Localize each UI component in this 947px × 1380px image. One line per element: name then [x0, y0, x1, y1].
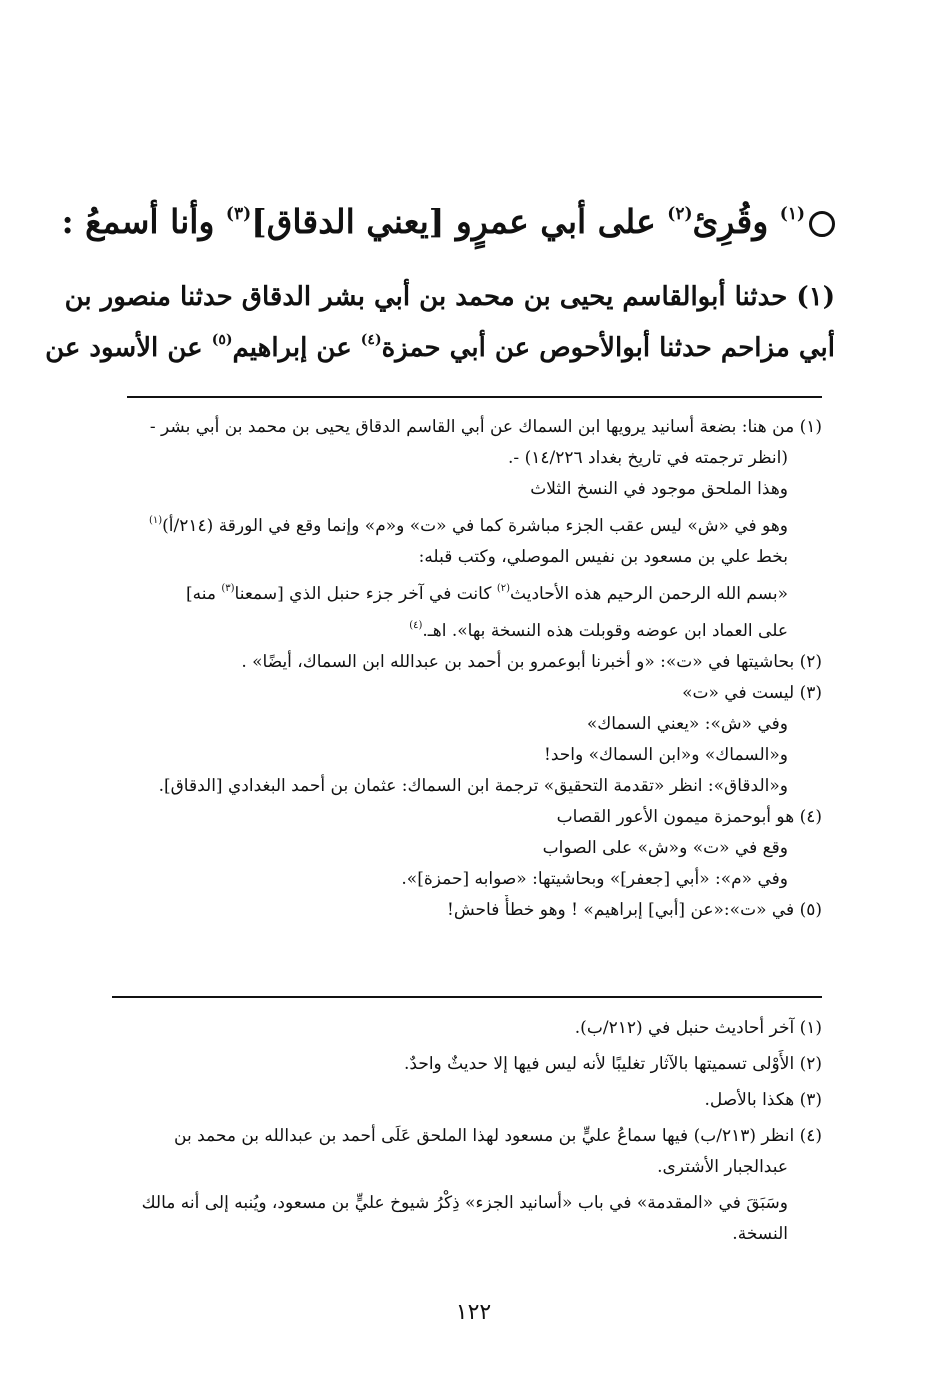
footnote-line: وفي «ش»: «يعني السماك»: [586, 714, 788, 734]
footnote-line: (٥) في «ت»:«عن [أبي] إبراهيم» ! وهو خطأٌ فاحش!: [447, 900, 822, 920]
note-line: وسَبَقَ في «المقدمة» في باب «أسانيد الجزء» ذِكْرُ شيوخ عليٍّ بن مسعود، ويُنبه إلى أنه مالك: [141, 1193, 788, 1213]
footnote-ref: (٣): [225, 204, 252, 224]
text-span: كانت في آخر جزء حنبل الذي [سمعنا: [234, 584, 492, 604]
footnote-line: (انظر ترجمته في تاريخ بغداد ١٤/٢٢٦) -.: [508, 448, 788, 468]
footnote-line: [108, 573, 822, 610]
footnote-line: (٤) هو أبوحمزة ميمون الأعور القصاب: [556, 807, 822, 827]
footnote-ref: (٥): [211, 332, 233, 348]
text-line: (١) حدثنا أبوالقاسم يحيى بن محمد بن أبي بشر الدقاق حدثنا منصور بن: [64, 282, 835, 312]
footnote-line: و«الدقاق»: انظر «تقدمة التحقيق» ترجمة ابن السماك: عثمان بن أحمد البغدادي [الدقاق].: [158, 776, 788, 796]
footnote-ref: (٤): [360, 332, 382, 348]
footnote-line: [108, 505, 822, 542]
circle-marker-icon: [809, 211, 835, 237]
footnote-line: (١) من هنا: بضعة أسانيد يرويها ابن السماك عن أبي القاسم الدقاق يحيى بن محمد بن أبي بشر -: [149, 417, 822, 437]
footnote-ref: (٣): [221, 583, 235, 594]
footnote-line: بخط علي بن مسعود بن نفيس الموصلي، وكتب قبله:: [418, 547, 788, 567]
footnote-line: (٢) بحاشيتها في «ت»: «و أخبرنا أبوعمرو بن أحمد بن عبدالله ابن السماك، أيضًا» .: [241, 652, 822, 672]
note-line: (٢) الأَوْلى تسميتها بالآثار تغليبًا لأنه ليس فيها إلا حديثٌ واحدٌ.: [404, 1054, 822, 1074]
footnote-divider: [127, 396, 822, 398]
text-span: أبي مزاحم حدثنا أبوالأحوص عن أبي حمزة: [381, 333, 835, 363]
footnote-ref: (٢): [667, 204, 693, 224]
text-line: [45, 319, 835, 370]
footnote-ref: (١): [148, 515, 163, 526]
footnote-line: و«السماك» و«ابن السماك» واحد!: [543, 745, 788, 765]
editor-notes-section: [108, 1013, 822, 1250]
footnote-ref: (٤): [409, 620, 423, 631]
note-line: (٣) هكذا بالأصل.: [704, 1090, 822, 1110]
footnote-line: وفي «م»: «أبي [جعفر]» وبحاشيتها: «صوابه [حمزة]».: [401, 869, 788, 889]
footnotes-section: [108, 412, 822, 926]
note-line: عبدالجبار الأشترى.: [657, 1157, 788, 1177]
footnote-line: (٣) ليست في «ت»: [682, 683, 822, 703]
section-heading: [61, 184, 835, 252]
text-span: على العماد ابن عوضه وقوبلت هذه النسخة بها». اهـ.: [422, 621, 788, 641]
note-line: النسخة.: [732, 1224, 788, 1244]
hadith-text: [45, 276, 835, 370]
footnote-ref: (٢): [496, 583, 511, 594]
note-line: (٤) انظر (٢١٣/ب) فيها سماعُ عليٍّ بن مسعود لهذا الملحق عَلَى أحمد بن عبدالله بن محمد بن: [174, 1126, 822, 1146]
note-line: (١) آخر أحاديث حنبل في (٢١٢/ب).: [574, 1018, 822, 1038]
text-span: «بسم الله الرحمن الرحيم هذه الأحاديث: [510, 584, 788, 604]
footnote-divider: [112, 996, 822, 998]
heading-text: على أبي عمرٍو [يعني الدقاق]: [251, 202, 656, 241]
heading-text: وأنا أسمعُ :: [61, 202, 215, 241]
text-span: منه]: [185, 584, 216, 604]
text-span: عن الأسود عن: [45, 333, 203, 363]
footnote-ref: (١): [779, 204, 805, 224]
text-span: وهو في «ش» ليس عقب الجزء مباشرة كما في «ت» و«م» وإنما وقع في الورقة (٢١٤/أ): [162, 516, 788, 536]
footnote-line: [108, 610, 822, 647]
heading-text: وقُرِئ: [692, 202, 769, 241]
text-span: عن إبراهيم: [232, 333, 352, 363]
page-number: ١٢٢: [455, 1300, 492, 1325]
footnote-line: وهذا الملحق موجود في النسخ الثلاث: [530, 479, 788, 499]
footnote-line: وقع في «ت» و«ش» على الصواب: [542, 838, 788, 858]
